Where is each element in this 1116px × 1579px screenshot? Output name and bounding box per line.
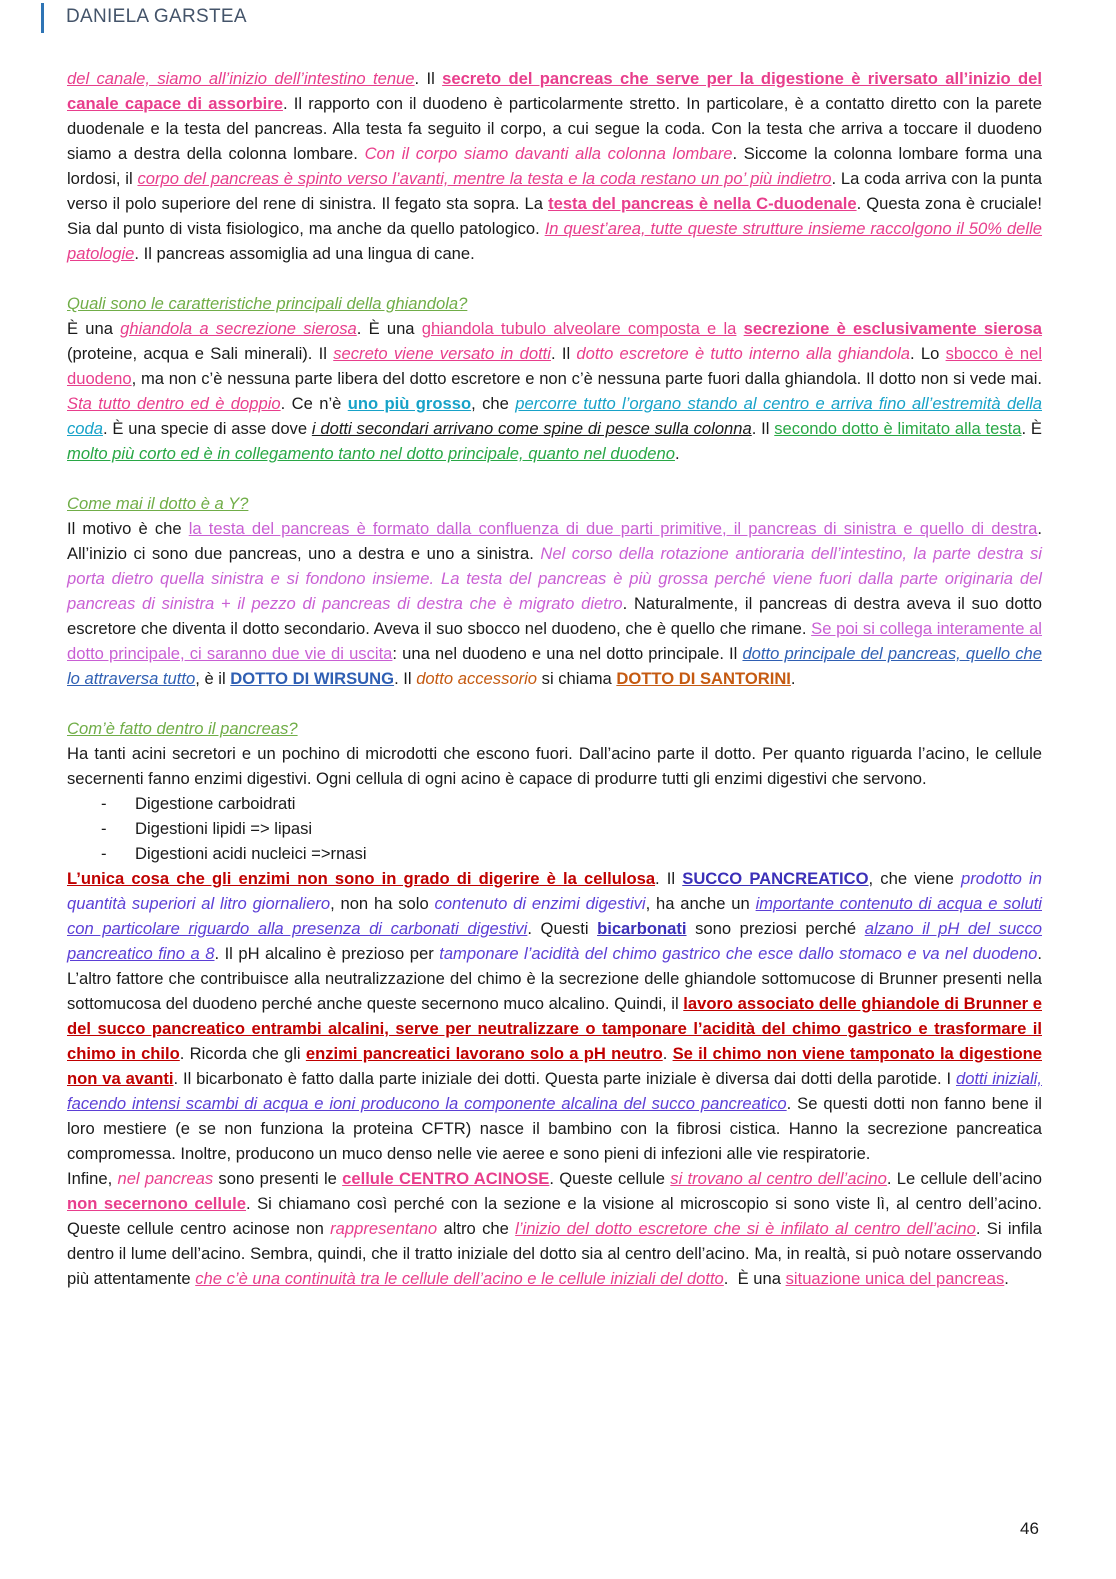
paragraph-y-duct: Il motivo è che la testa del pancreas è formato dalla confluenza di due parti primitive, il pancreas di sinistra e quello di destra. All’inizio ci sono due pancreas, uno a destra e uno a sinistra. Nel corso della rotazione antioraria dell’intestino, la parte destra si porta dietro quella sinistra e si fondono insieme. La testa del pancreas è più grossa perché viene fuori dalla parte originaria del pancreas di sinistra + il pezzo di pancreas di destra che è migrato dietro. Naturalmente, il pancreas di destra aveva il suo dotto escretore che diventa il dotto secondario. Aveva il suo sbocco nel duodeno, che è quello che rimane. Se poi si collega interamente al dotto principale, ci saranno due vie di uscita: una nel duodeno e una nel dotto principale. Il dotto principale del pancreas, quello che lo attraversa tutto, è il DOTTO DI WIRSUNG. Il dotto accessorio si chiama DOTTO DI SANTORINI. <box>67 519 1042 688</box>
header-author: DANIELA GARSTEA <box>66 6 247 27</box>
page-number: 46 <box>1020 1519 1039 1538</box>
page-header <box>0 0 1116 40</box>
paragraph-gland-features: È una ghiandola a secrezione sierosa. È una ghiandola tubulo alveolare composta e la secrezione è esclusivamente sierosa (proteine, acqua e Sali minerali). Il secreto viene versato in dotti. Il dotto escretore è tutto interno alla ghiandola. Lo sbocco è nel duodeno, ma non c’è nessuna parte libera del dotto escretore e non c’è nessuna parte fuori dalla ghiandola. Il dotto non si vede mai. Sta tutto dentro ed è doppio. Ce n’è uno più grosso, che percorre tutto l’organo stando al centro e arriva fino all’estremità della coda. È una specie di asse dove i dotti secondari arrivano come spine di pesce sulla colonna. Il secondo dotto è limitato alla testa. È molto più corto ed è in collegamento tanto nel dotto principale, quanto nel duodeno. <box>67 319 1043 463</box>
question-heading-2: Come mai il dotto è a Y? <box>67 494 249 513</box>
enzyme-list <box>67 791 1042 866</box>
document-body <box>67 66 1042 1291</box>
paragraph-pancreas-position: del canale, siamo all’inizio dell’intestino tenue. Il secreto del pancreas che serve per la digestione è riversato all’inizio del canale capace di assorbire. Il rapporto con il duodeno è particolarmente stretto. In particolare, è a contatto diretto con la parete duodenale e la testa del pancreas. Alla testa fa seguito il corpo, a cui segue la coda. Con la testa che arriva a toccare il duodeno siamo a destra della colonna lombare. Con il corpo siamo davanti alla colonna lombare. Siccome la colonna lombare forma una lordosi, il corpo del pancreas è spinto verso l’avanti, mentre la testa e la coda restano un po’ più indietro. La coda arriva con la punta verso il polo superiore del rene di sinistra. Il fegato sta sopra. La testa del pancreas è nella C-duodenale. Questa zona è cruciale! Sia dal punto di vista fisiologico, ma anche da quello patologico. In quest’area, tutte queste strutture insieme raccolgono il 50% delle patologie. Il pancreas assomiglia ad una lingua di cane. <box>67 69 1043 263</box>
list-item: - Digestioni lipidi => lipasi <box>101 816 1042 841</box>
paragraph-centroacinar: Infine, nel pancreas sono presenti le cellule CENTRO ACINOSE. Queste cellule si trovano al centro dell’acino. Le cellule dell’acino non secernono cellule. Si chiamano così perché con la sezione e la visione al microscopio si sono viste lì, al centro dell’acino. Queste cellule centro acinose non rappresentano altro che l’inizio del dotto escretore che si è infilato al centro dell’acino. Si infila dentro il lume dell’acino. Sembra, quindi, che il tratto iniziale del dotto sia al centro dell’acino. Ma, in realtà, si può notare osservando più attentamente che c’è una continuità tra le cellule dell’acino e le cellule iniziali del dotto. È una situazione unica del pancreas. <box>67 1169 1042 1288</box>
paragraph-pancreatic-juice: L’unica cosa che gli enzimi non sono in grado di digerire è la cellulosa. Il SUCCO PANCREATICO, che viene prodotto in quantità superiori al litro giornaliero, non ha solo contenuto di enzimi digestivi, ha anche un importante contenuto di acqua e soluti con particolare riguardo alla presenza di carbonati digestivi. Questi bicarbonati sono preziosi perché alzano il pH del succo pancreatico fino a 8. Il pH alcalino è prezioso per tamponare l’acidità del chimo gastrico che esce dallo stomaco e va nel duodeno. L’altro fattore che contribuisce alla neutralizzazione del chimo è la secrezione delle ghiandole sottomucose di Brunner presenti nella sottomucosa del duodeno perché anche queste secernono muco alcalino. Quindi, il lavoro associato delle ghiandole di Brunner e del succo pancreatico entrambi alcalini, serve per neutralizzare o tamponare l’acidità del chimo gastrico e trasformare il chimo in chilo. Ricorda che gli enzimi pancreatici lavorano solo a pH neutro. Se il chimo non viene tamponato la digestione non va avanti. Il bicarbonato è fatto dalla parte iniziale dei dotti. Questa parte iniziale è diversa dai dotti della parotide. I dotti iniziali, facendo intensi scambi di acqua e ioni producono la componente alcalina del succo pancreatico. Se questi dotti non fanno bene il loro mestiere (e se non funziona la proteina CFTR) nasce il bambino con la fibrosi cistica. Hanno la secrezione pancreatica compromessa. Inoltre, producono un muco denso nelle vie aeree e sono pieni di infezioni alle vie respiratorie. <box>67 869 1042 1163</box>
list-item: - Digestione carboidrati <box>101 791 1042 816</box>
question-heading-1: Quali sono le caratteristiche principali della ghiandola? <box>67 294 468 313</box>
header-accent-bar <box>41 3 44 33</box>
question-heading-3: Com’è fatto dentro il pancreas? <box>67 719 298 738</box>
paragraph-acini: Ha tanti acini secretori e un pochino di microdotti che escono fuori. Dall’acino parte il dotto. Per quanto riguarda l’acino, le cellule secernenti fanno enzimi digestivi. Ogni cellula di ogni acino è capace di produrre tutti gli enzimi digestivi che servono. <box>67 744 1042 788</box>
list-item: - Digestioni acidi nucleici =>rnasi <box>101 841 1042 866</box>
